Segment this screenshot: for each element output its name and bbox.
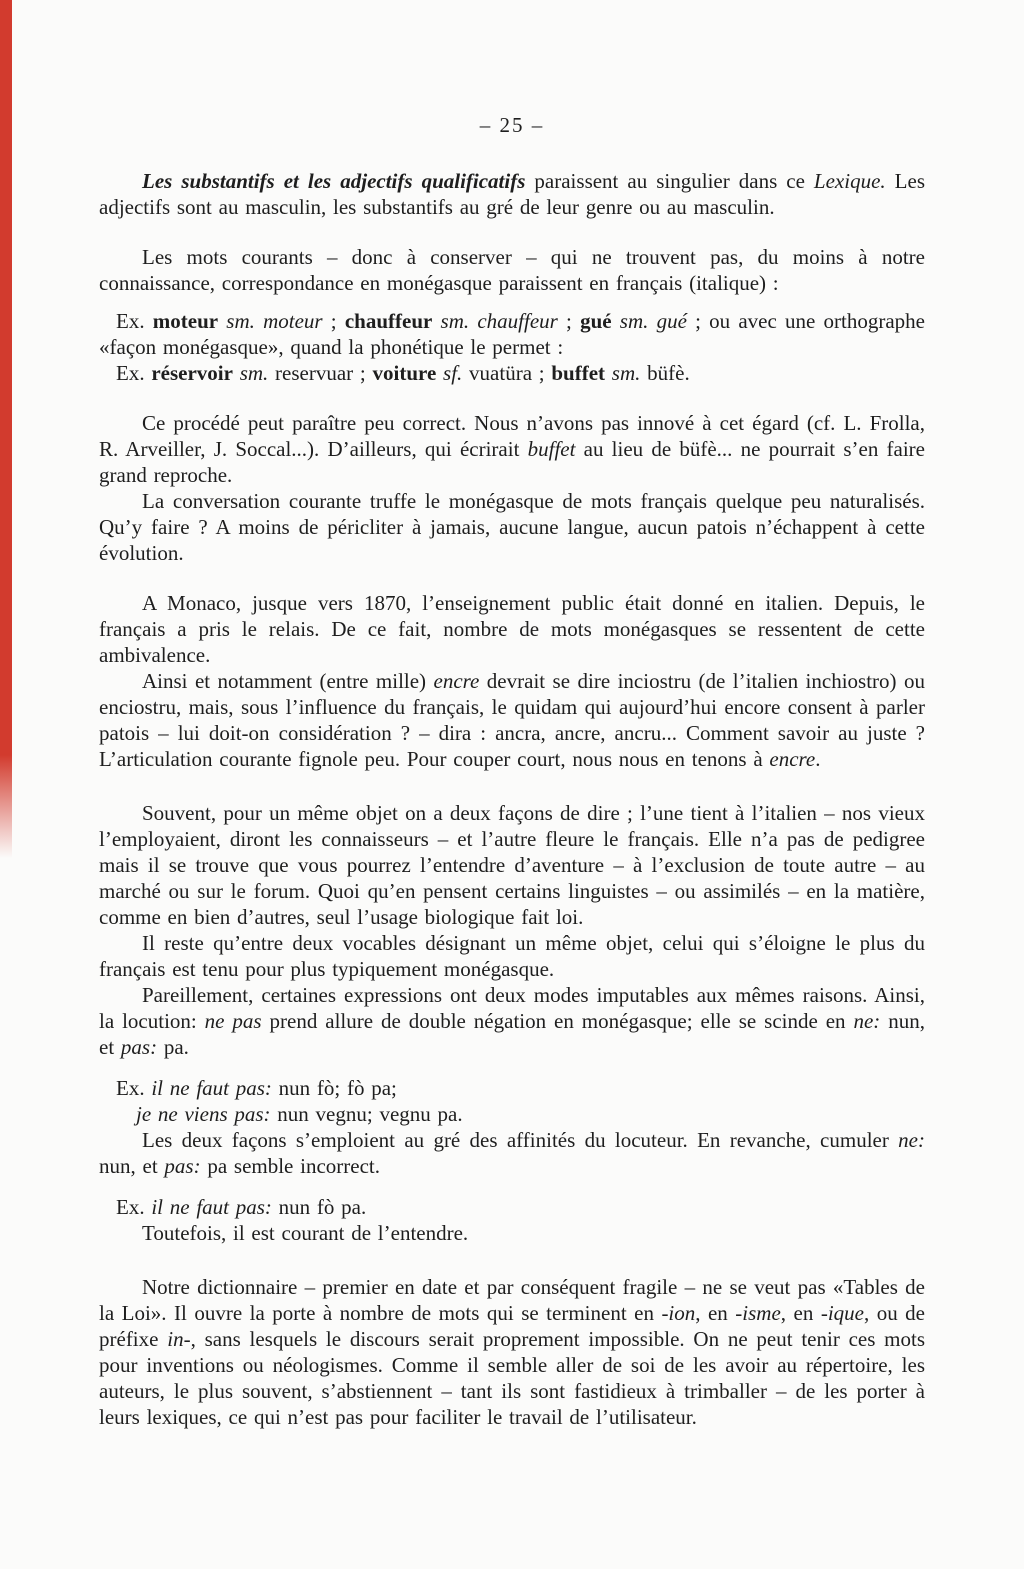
ex-moteur (99, 308, 925, 360)
ex-reservoir (99, 360, 925, 386)
text-segment: Ex. (116, 1195, 152, 1219)
text-segment: gué (580, 309, 612, 333)
text-segment: Souvent, pour un même objet on a deux façons de dire ; l’une tient à l’italien – nos vieux l’employaient, diront les connaisseurs – et l’autre fleure le français. Elle n’a pas de pedigree mais il se trouve que vous pourrez l’entendre d’aventure – à l’exclusion de toute autre – au marché ou sur le forum. Quoi qu’en pensent certains linguistes – ou assimilés – en la matière, comme en bien d’autres, seul l’usage biologique fait loi. (99, 801, 925, 929)
text-segment: Ex. (116, 361, 152, 385)
text-segment: il ne faut pas: (151, 1076, 272, 1100)
text-segment: , en (695, 1301, 736, 1325)
para-mots-courants (99, 244, 925, 296)
para-notre-dictionnaire (99, 1274, 925, 1430)
text-segment: Ce procédé peut paraître peu correct. Nous n’avons pas innové à cet égard (cf. L. Frolla, R. Arveiller, J. Soccal...). D’ailleurs, qui écrirait (99, 411, 925, 461)
para-conversation (99, 488, 925, 566)
text-segment: ; ou avec une orthographe «façon monégasque», quand la phonétique le permet : (99, 309, 925, 359)
ex-je-ne-viens-pas (99, 1101, 925, 1127)
text-segment: moteur (152, 309, 219, 333)
text-segment: buffet (551, 361, 606, 385)
text-segment: devrait se dire inciostru (de l’italien inchiostro) ou enciostru, mais, sous l’influence du français, le quidam qui aujourd’hui encore consent à parler patois – lui doit-on considération ? – dira : ancra, ancre, ancru... Comment savoir au juste ? L’articulation courante fignole peu. Pour couper court, nous nous en tenons à (99, 669, 925, 771)
text-segment: encre (769, 747, 816, 771)
text-segment: reservuar ; (268, 361, 373, 385)
text-segment: , ou de préfixe (99, 1301, 926, 1351)
text-segment: nun fò; fò pa; (271, 1076, 397, 1100)
text-segment: Les adjectifs sont au masculin, les substantifs au gré de leur genre ou au masculin. (99, 169, 925, 219)
text-segment: prend allure de double négation en monégasque; elle se scinde en (261, 1009, 854, 1033)
text-segment: voiture (372, 361, 437, 385)
text-segment: in- (167, 1327, 191, 1351)
text-segment: nun fò pa. (271, 1195, 367, 1219)
para-souvent (99, 800, 925, 930)
text-segment: Les mots courants – donc à conserver – qui ne trouvent pas, du moins à notre connaissance, correspondance en monégasque paraissent en français (italique) : (99, 245, 925, 295)
ex-il-ne-faut-pas-2 (99, 1194, 925, 1220)
text-segment: ne: (853, 1009, 881, 1033)
text-segment: -ion (661, 1301, 696, 1325)
text-segment: encre (433, 669, 480, 693)
para-il-reste (99, 930, 925, 982)
text-segment: Ex. (116, 1076, 152, 1100)
text-segment: . (815, 747, 821, 771)
text-segment: paraissent au singulier dans ce (525, 169, 814, 193)
text-segment: réservoir (151, 361, 233, 385)
text-segment: büfè. (640, 361, 690, 385)
text-segment: sm. chauffeur (432, 309, 558, 333)
text-segment: La conversation courante truffe le monégasque de mots français quelque peu naturalisés. Qu’y faire ? A moins de péricliter à jamais, aucune langue, aucun patois n’échappent à cette évolution. (99, 489, 925, 565)
text-segment: Lexique. (813, 169, 886, 193)
text-segment: , en (780, 1301, 821, 1325)
text-segment: il ne faut pas: (151, 1195, 272, 1219)
text-segment: Toutefois, il est courant de l’entendre. (142, 1221, 469, 1245)
text-segment: Ex. (116, 309, 153, 333)
text-segment: pas: (164, 1154, 201, 1178)
para-toutefois (99, 1220, 925, 1246)
page-body (99, 168, 925, 1430)
para-pareillement (99, 982, 925, 1060)
text-segment: pa semble incorrect. (200, 1154, 380, 1178)
text-segment: nun, et (99, 1154, 165, 1178)
text-segment: A Monaco, jusque vers 1870, l’enseignement public était donné en italien. Depuis, le français a pris le relais. De ce fait, nombre de mots monégasques se ressentent de cette ambivalence. (99, 591, 925, 667)
para-encre (99, 668, 925, 772)
text-segment: au lieu de büfè... ne pourrait s’en faire grand reproche. (99, 437, 925, 487)
text-segment: -isme (735, 1301, 781, 1325)
text-segment: Les deux façons s’emploient au gré des affinités du locuteur. En revanche, cumuler (142, 1128, 899, 1152)
text-segment: Ainsi et notamment (entre mille) (142, 669, 434, 693)
para-substantifs (99, 168, 925, 220)
text-segment: sm. gué (611, 309, 687, 333)
page-number: – 25 – (479, 113, 545, 137)
text-segment: ; (322, 309, 345, 333)
text-segment: Notre dictionnaire – premier en date et par conséquent fragile – ne se veut pas «Tables de la Loi». Il ouvre la porte à nombre de mots qui se terminent en (99, 1275, 925, 1325)
book-spine-edge-strip (0, 0, 12, 858)
text-segment: chauffeur (344, 309, 433, 333)
text-segment: Il reste qu’entre deux vocables désignant un même objet, celui qui s’éloigne le plus du français est tenu pour plus typiquement monégasque. (99, 931, 925, 981)
text-segment: Pareillement, certaines expressions ont deux modes imputables aux mêmes raisons. Ainsi, la locution: (99, 983, 925, 1033)
text-segment: buffet (527, 437, 576, 461)
text-segment: nun vegnu; vegnu pa. (270, 1102, 463, 1126)
para-monaco (99, 590, 925, 668)
text-segment: je ne viens pas: (136, 1102, 271, 1126)
text-segment: pa. (157, 1035, 189, 1059)
text-segment: nun, et (99, 1009, 925, 1059)
text-segment: sm. (605, 361, 641, 385)
text-segment: pas: (120, 1035, 158, 1059)
text-segment: -ique (820, 1301, 864, 1325)
text-segment: Les substantifs et les adjectifs qualificatifs (142, 169, 526, 193)
text-segment: , sans lesquels le discours serait proprement impossible. On ne peut tenir ces mots pour inventions ou néologismes. Comme il semble aller de soi de les avoir au répertoire, les auteurs, le plus souvent, s’abstiennent – tant ils sont fastidieux à trimballer – de les porter à leurs lexiques, ce qui n’est pas pour faciliter le travail de l’utilisateur. (99, 1327, 925, 1429)
text-segment: sf. (436, 361, 463, 385)
text-segment: sm. (232, 361, 269, 385)
para-procede (99, 410, 925, 488)
ex-il-ne-faut-pas-1 (99, 1075, 925, 1101)
text-segment: ; (557, 309, 581, 333)
text-segment: vuatüra ; (462, 361, 552, 385)
text-segment: ne: (898, 1128, 925, 1152)
text-segment: ne pas (204, 1009, 262, 1033)
text-segment: sm. moteur (218, 309, 323, 333)
para-les-deux-facons (99, 1127, 925, 1179)
